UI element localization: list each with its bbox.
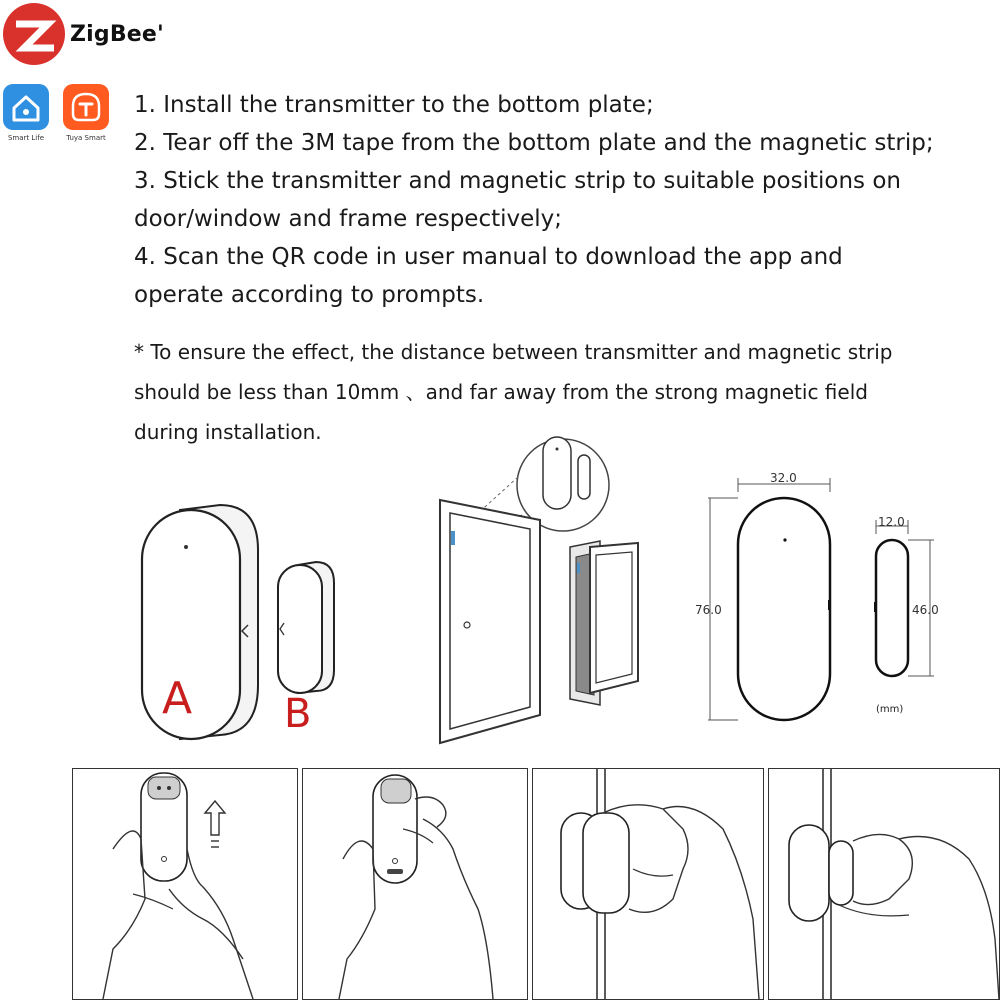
zigbee-z-icon bbox=[0, 0, 70, 70]
tuya-smart-app bbox=[60, 84, 112, 142]
door-placement-illustration bbox=[430, 415, 670, 750]
note-line: should be less than 10mm 、and far away from the strong magnetic field bbox=[134, 380, 868, 404]
installation-steps bbox=[134, 86, 994, 314]
transmitter-device-icon bbox=[142, 505, 258, 739]
install-panel-4 bbox=[768, 768, 1000, 1000]
smart-life-house-icon bbox=[3, 84, 49, 130]
dimension-drawing bbox=[690, 460, 970, 730]
step-line: 4. Scan the QR code in user manual to download the app and bbox=[134, 244, 843, 270]
label-b: B bbox=[284, 691, 312, 737]
tuya-t-icon bbox=[63, 84, 109, 130]
brand-name: ZigBee' bbox=[70, 22, 164, 47]
step-line: 1. Install the transmitter to the bottom plate; bbox=[134, 92, 654, 118]
dim-magnet-width: 12.0 bbox=[878, 515, 905, 529]
slide-bottom-plate-icon bbox=[73, 769, 297, 999]
dim-transmitter-height: 76.0 bbox=[695, 603, 722, 617]
label-a: A bbox=[162, 673, 193, 724]
transmitter-outline bbox=[738, 498, 830, 720]
step-line: 2. Tear off the 3M tape from the bottom plate and the magnetic strip; bbox=[134, 130, 934, 156]
stick-transmitter-icon bbox=[533, 769, 763, 999]
stick-magnet-icon bbox=[769, 769, 999, 999]
step-line: 3. Stick the transmitter and magnetic strip to suitable positions on bbox=[134, 168, 901, 194]
magnet-outline bbox=[876, 540, 908, 676]
install-panel-2 bbox=[302, 768, 528, 1000]
smart-life-app bbox=[0, 84, 52, 142]
dim-transmitter-width: 32.0 bbox=[770, 471, 797, 485]
install-panel-1 bbox=[72, 768, 298, 1000]
dim-magnet-height: 46.0 bbox=[912, 603, 939, 617]
smart-life-label: Smart Life bbox=[7, 134, 44, 142]
step-line: operate according to prompts. bbox=[134, 282, 485, 308]
note-line: during installation. bbox=[134, 420, 322, 444]
peel-tape-icon bbox=[303, 769, 527, 999]
magnet-strip-icon bbox=[278, 562, 334, 693]
tuya-smart-label: Tuya Smart bbox=[66, 134, 106, 142]
dim-unit: (mm) bbox=[876, 704, 904, 715]
door-icon bbox=[440, 500, 540, 743]
step-line: door/window and frame respectively; bbox=[134, 206, 563, 232]
window-icon bbox=[570, 541, 638, 705]
install-panel-3 bbox=[532, 768, 764, 1000]
note-line: * To ensure the effect, the distance between transmitter and magnetic strip bbox=[134, 340, 893, 364]
product-illustration bbox=[120, 495, 350, 745]
